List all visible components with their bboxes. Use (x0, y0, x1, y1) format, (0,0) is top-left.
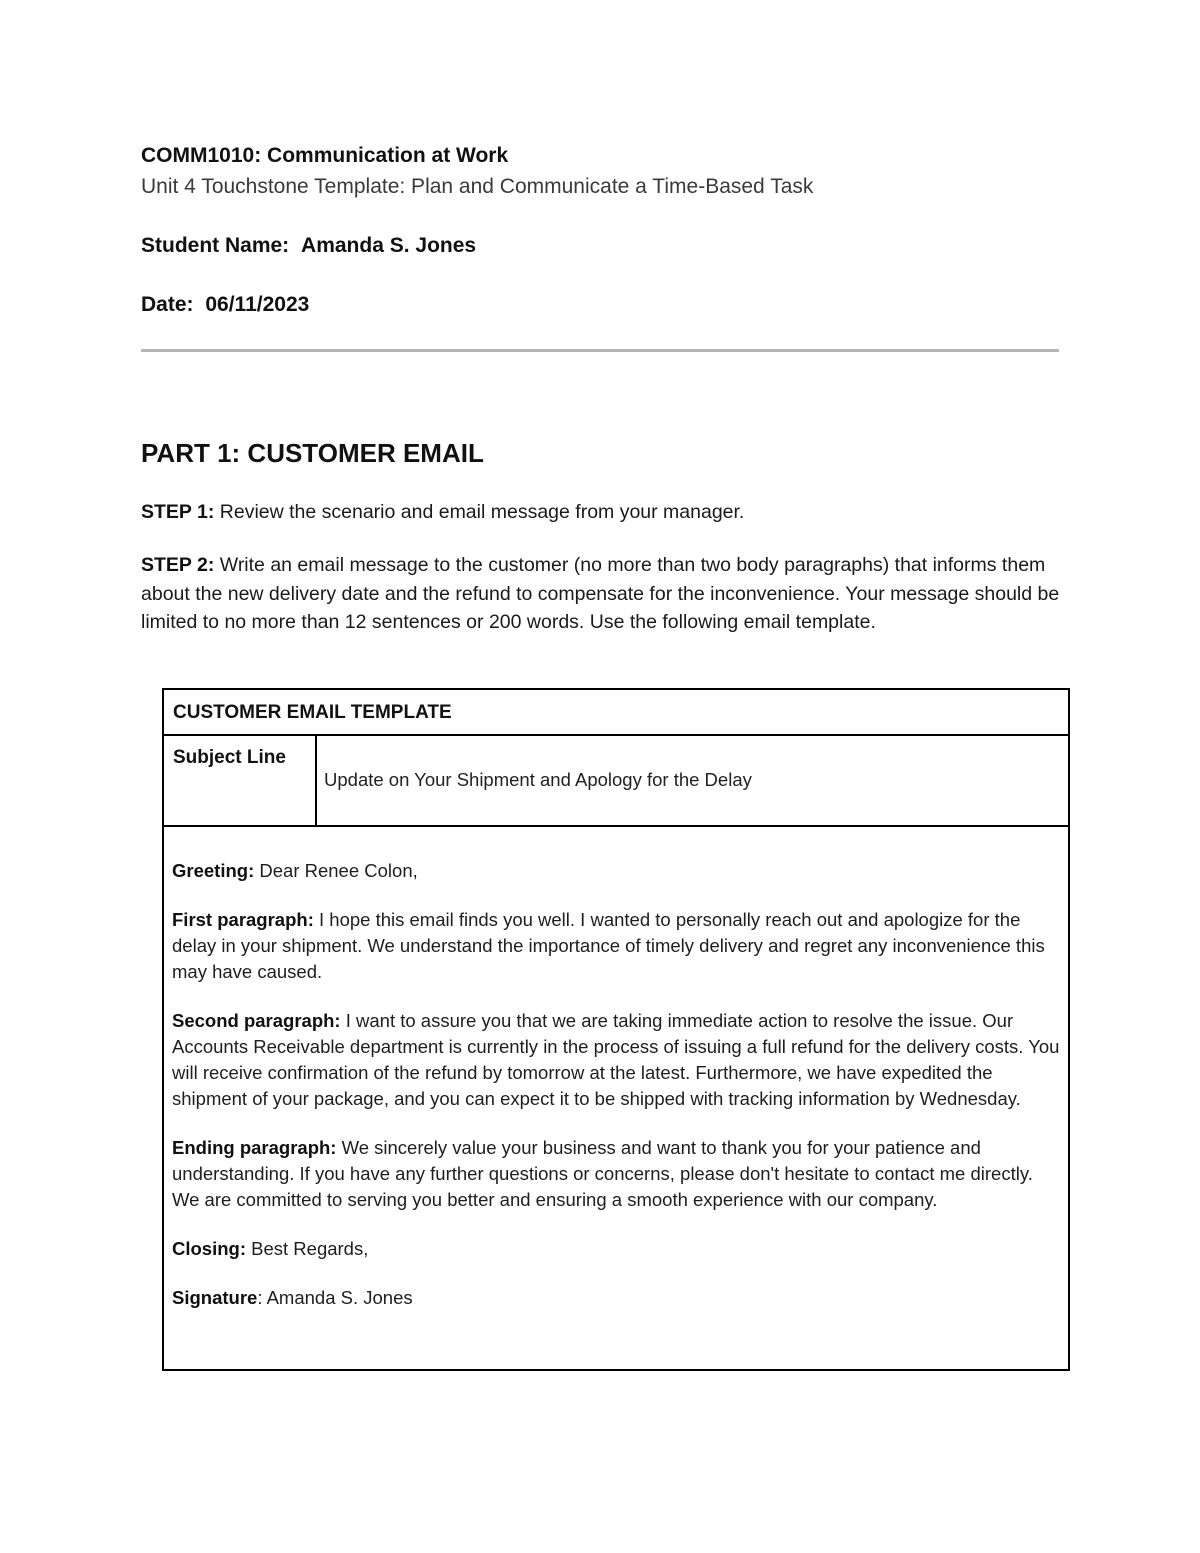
first-paragraph (172, 907, 1062, 985)
date-value: 06/11/2023 (205, 293, 310, 316)
ending-paragraph-label: Ending paragraph: (172, 1137, 337, 1158)
ending-paragraph-text: We sincerely value your business and want to thank you for your patience and understanding. If you have any further questions or concerns, please don't hesitate to contact me directly. We are committed to serving you better and ensuring a smooth experience with our company. (172, 1137, 1033, 1210)
step-2-text: Write an email message to the customer (no more than two body paragraphs) that informs them about the new delivery date and the refund to compensate for the inconvenience. Your message should be limited to no more than 12 sentences or 200 words. Use the following email template. (141, 554, 1060, 633)
ending-paragraph (172, 1135, 1062, 1213)
date-line (141, 292, 309, 318)
date-label: Date: (141, 293, 194, 316)
signature-label: Signature (172, 1287, 258, 1308)
second-paragraph (172, 1008, 1062, 1112)
greeting-label: Greeting: (172, 860, 255, 881)
closing-label: Closing: (172, 1238, 246, 1259)
step-2 (141, 551, 1061, 637)
first-paragraph-label: First paragraph: (172, 909, 314, 930)
table-title: CUSTOMER EMAIL TEMPLATE (173, 702, 452, 723)
table-header-row (164, 690, 1068, 736)
student-name-value: Amanda S. Jones (301, 234, 477, 257)
subject-label: Subject Line (173, 747, 286, 768)
horizontal-divider (141, 349, 1059, 352)
email-body-cell (172, 858, 1062, 1334)
step-1-text: Review the scenario and email message from your manager. (219, 501, 745, 523)
subject-label-cell (164, 736, 317, 825)
closing-paragraph (172, 1236, 1062, 1262)
template-subtitle: Unit 4 Touchstone Template: Plan and Communicate a Time-Based Task (141, 175, 814, 198)
signature-paragraph (172, 1285, 1062, 1311)
step-1-label: STEP 1: (141, 501, 215, 523)
subject-value: Update on Your Shipment and Apology for the Delay (324, 769, 752, 790)
step-2-label: STEP 2: (141, 554, 215, 576)
subject-row (164, 736, 1068, 827)
step-1 (141, 498, 1061, 527)
greeting-text: Dear Renee Colon, (259, 860, 418, 881)
second-paragraph-text: I want to assure you that we are taking immediate action to resolve the issue. Our Accounts Receivable department is currently in the process of issuing a full refund for the delivery costs. You will receive confirmation of the refund by tomorrow at the latest. Furthermore, we have expedited the shipment of your package, and you can expect it to be shipped with tracking information by Wednesday. (172, 1010, 1060, 1109)
first-paragraph-text: I hope this email finds you well. I wanted to personally reach out and apologize for the delay in your shipment. We understand the importance of timely delivery and regret any inconvenience this may have caused. (172, 909, 1045, 982)
part-heading: PART 1: CUSTOMER EMAIL (141, 438, 484, 468)
student-name-label: Student Name: (141, 234, 290, 257)
student-name-line (141, 233, 476, 259)
closing-text: Best Regards, (251, 1238, 369, 1259)
greeting-paragraph (172, 858, 1062, 884)
course-title: COMM1010: Communication at Work (141, 144, 509, 167)
signature-text: : Amanda S. Jones (257, 1287, 413, 1308)
second-paragraph-label: Second paragraph: (172, 1010, 341, 1031)
